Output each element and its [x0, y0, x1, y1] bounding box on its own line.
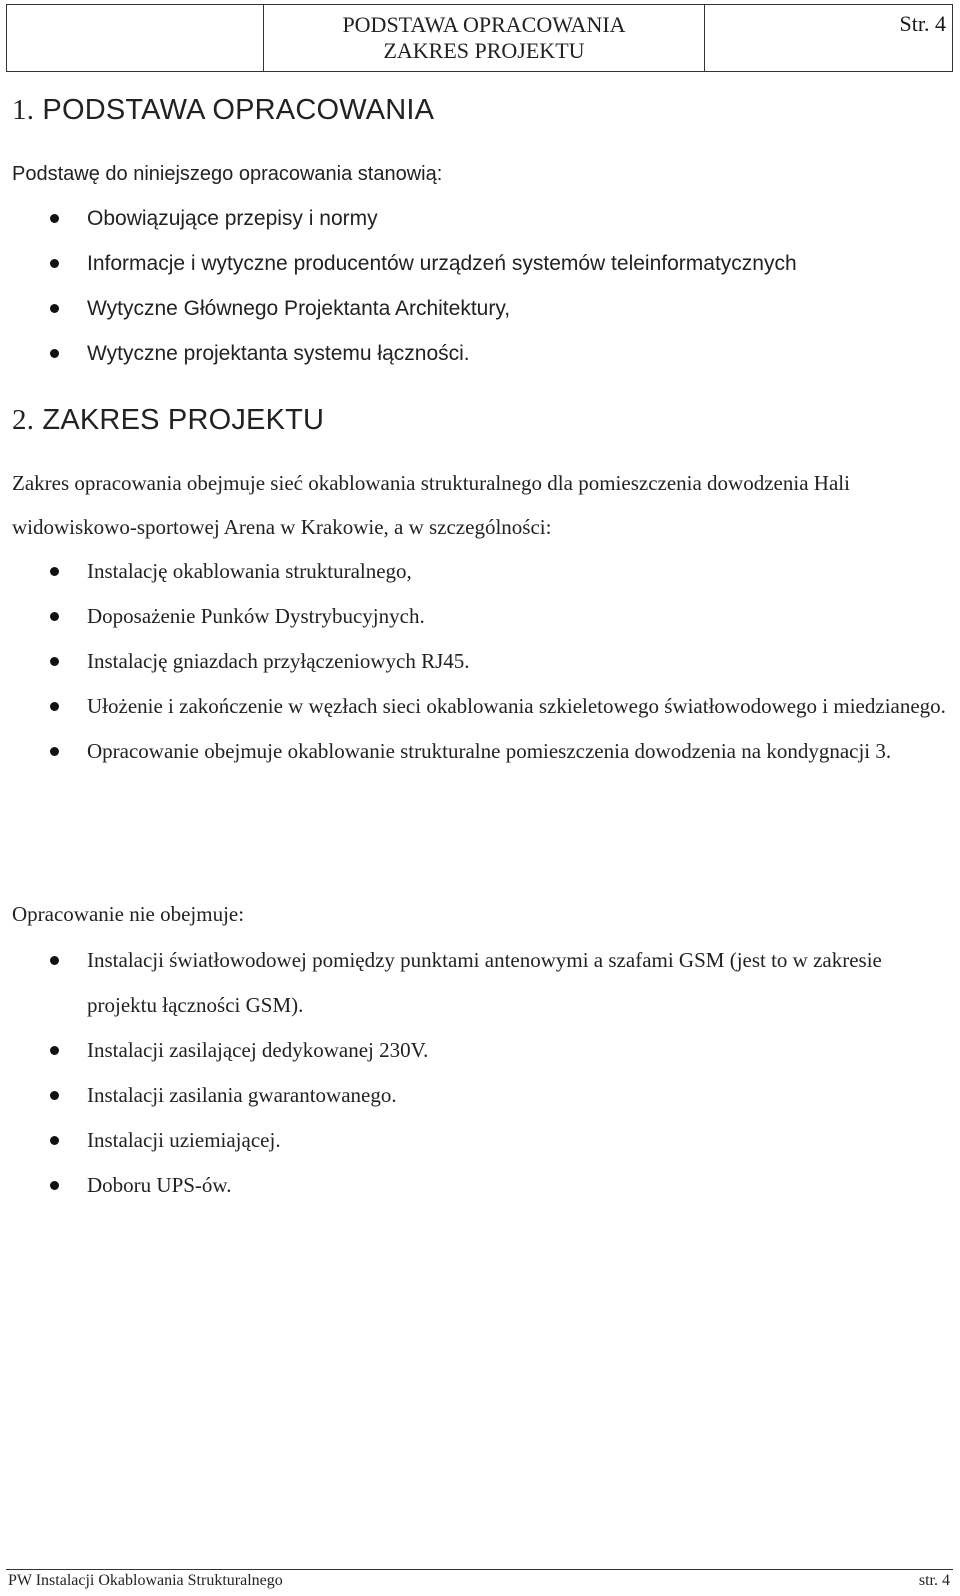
bullet-icon — [50, 747, 59, 756]
excluded-intro: Opracowanie nie obejmuje: — [12, 902, 245, 926]
section-2-title: ZAKRES PROJEKTU — [42, 404, 325, 436]
section-1-heading — [12, 94, 434, 127]
list-item — [0, 549, 955, 594]
section-2-intro: Zakres opracowania obejmuje sieć okablowania strukturalnego dla pomieszczenia dowodzenia Hali widowiskowo-sportowej Arena w Krakowie, a w szczególności: — [12, 471, 850, 539]
list-item-text: Opracowanie obejmuje okablowanie strukturalne pomieszczenia dowodzenia na kondygnacji 3. — [87, 739, 892, 763]
list-item-text: Obowiązujące przepisy i normy — [87, 207, 378, 230]
list-item-text: Instalacji uziemiającej. — [87, 1128, 281, 1152]
bullet-icon — [50, 657, 59, 666]
list-item — [0, 286, 955, 331]
list-item — [0, 1118, 955, 1163]
section-1-intro: Podstawę do niniejszego opracowania stanowią: — [12, 163, 443, 185]
bullet-icon — [50, 259, 59, 268]
section-2-heading — [12, 404, 324, 437]
footer-page-number: str. 4 — [918, 1572, 950, 1589]
footer-document-title: PW Instalacji Okablowania Strukturalnego — [8, 1572, 283, 1589]
header-title-cell — [264, 5, 705, 72]
section-2-number: 2. — [12, 404, 35, 436]
bullet-icon — [50, 1091, 59, 1100]
bullet-icon — [50, 1046, 59, 1055]
header-blank-cell — [7, 5, 264, 72]
list-item — [0, 639, 955, 684]
list-item — [0, 684, 955, 729]
footer-divider — [6, 1569, 953, 1570]
page-header — [6, 4, 953, 72]
header-page-number: Str. 4 — [705, 5, 953, 72]
bullet-icon — [50, 702, 59, 711]
section-1-title: PODSTAWA OPRACOWANIA — [42, 94, 435, 126]
list-item-text: Doboru UPS-ów. — [87, 1173, 232, 1197]
section-1-number: 1. — [12, 94, 35, 126]
list-item-text: Instalację gniazdach przyłączeniowych RJ45. — [87, 649, 470, 673]
list-item-text: Wytyczne Głównego Projektanta Architektury, — [87, 297, 511, 320]
excluded-list — [0, 938, 955, 1208]
bullet-icon — [50, 1136, 59, 1145]
list-item-text: Instalację okablowania strukturalnego, — [87, 559, 412, 583]
bullet-icon — [50, 214, 59, 223]
list-item — [0, 729, 955, 774]
list-item-text: Informacje i wytyczne producentów urządzeń systemów teleinformatycznych — [87, 252, 797, 275]
header-line-2: ZAKRES PROJEKTU — [383, 38, 585, 63]
list-item — [0, 1073, 955, 1118]
list-item-text: Doposażenie Punków Dystrybucyjnych. — [87, 604, 425, 628]
list-item-text: Instalacji zasilającej dedykowanej 230V. — [87, 1038, 429, 1062]
section-1-list — [0, 196, 955, 376]
list-item — [0, 241, 955, 286]
header-line-1: PODSTAWA OPRACOWANIA — [342, 12, 626, 37]
list-item-text: Ułożenie i zakończenie w węzłach sieci okablowania szkieletowego światłowodowego i miedzianego. — [87, 694, 946, 718]
list-item — [0, 1163, 955, 1208]
list-item-text: Instalacji światłowodowej pomiędzy punktami antenowymi a szafami GSM (jest to w zakresie projektu łączności GSM). — [87, 948, 882, 1017]
list-item — [0, 1028, 955, 1073]
list-item-text: Instalacji zasilania gwarantowanego. — [87, 1083, 397, 1107]
bullet-icon — [50, 567, 59, 576]
bullet-icon — [50, 304, 59, 313]
bullet-icon — [50, 956, 59, 965]
bullet-icon — [50, 1181, 59, 1190]
list-item — [0, 594, 955, 639]
list-item-text: Wytyczne projektanta systemu łączności. — [87, 342, 470, 365]
list-item — [0, 196, 955, 241]
bullet-icon — [50, 612, 59, 621]
list-item — [0, 331, 955, 376]
section-2-list — [0, 549, 955, 774]
list-item — [0, 938, 955, 1028]
bullet-icon — [50, 349, 59, 358]
